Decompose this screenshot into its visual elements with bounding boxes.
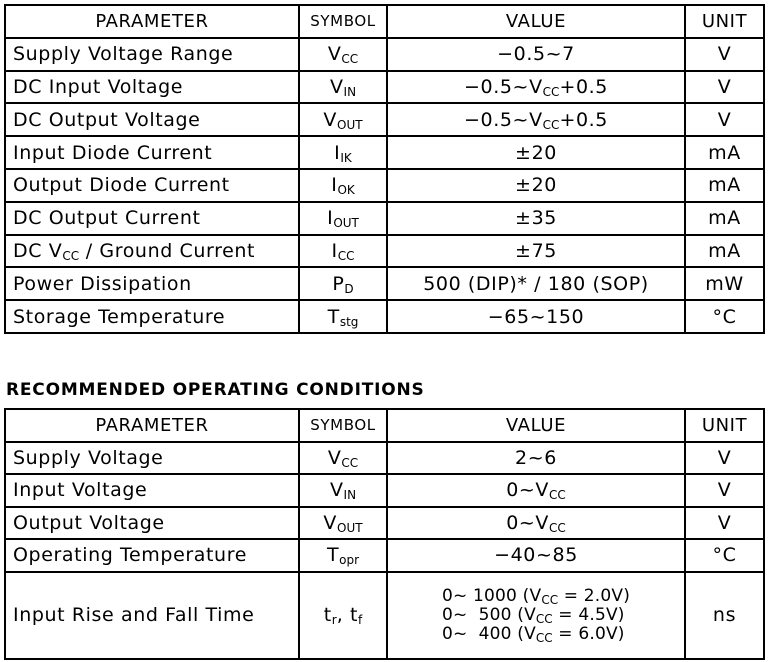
parameter-post: / Ground Current bbox=[79, 239, 256, 262]
symbol-subscript: OK bbox=[337, 183, 355, 198]
parameter-cell: Operating Temperature bbox=[5, 539, 299, 572]
symbol-main: V bbox=[327, 446, 342, 469]
value-pre: 0~ 1000 (V bbox=[441, 585, 542, 606]
parameter-cell: Storage Temperature bbox=[5, 300, 299, 333]
header-symbol: SYMBOL bbox=[299, 5, 387, 38]
symbol-cell bbox=[299, 474, 387, 507]
unit-cell: V bbox=[685, 507, 764, 540]
parameter-subscript: CC bbox=[62, 248, 80, 263]
value-post: = 6.0V) bbox=[552, 623, 625, 644]
header-unit: UNIT bbox=[685, 5, 764, 38]
table-row bbox=[5, 572, 764, 659]
symbol-main: T bbox=[327, 305, 340, 328]
value-cell: 2~6 bbox=[387, 442, 685, 475]
header-parameter: PARAMETER bbox=[5, 5, 299, 38]
value-cell: ±20 bbox=[387, 136, 685, 169]
symbol-subscript: stg bbox=[339, 314, 359, 329]
absolute-maximum-ratings-table bbox=[4, 4, 765, 334]
unit-cell: mA bbox=[685, 169, 764, 202]
parameter-cell bbox=[5, 235, 299, 268]
symbol-subscript: D bbox=[344, 281, 354, 296]
value-pre: −0.5~V bbox=[464, 75, 543, 98]
value-cell: −65~150 bbox=[387, 300, 685, 333]
header-parameter: PARAMETER bbox=[5, 409, 299, 442]
symbol-cell bbox=[299, 267, 387, 300]
value-cell: −40~85 bbox=[387, 539, 685, 572]
symbol-cell bbox=[299, 71, 387, 104]
unit-cell: ns bbox=[685, 572, 764, 659]
value-cell bbox=[387, 103, 685, 136]
symbol-main: V bbox=[323, 511, 338, 534]
symbol-a: t bbox=[323, 604, 332, 626]
symbol-subscript: CC bbox=[337, 248, 355, 263]
unit-cell: °C bbox=[685, 300, 764, 333]
symbol-b: t bbox=[349, 604, 359, 626]
value-cell bbox=[387, 474, 685, 507]
symbol-cell bbox=[299, 202, 387, 235]
symbol-separator: , bbox=[336, 604, 350, 626]
symbol-main: V bbox=[329, 75, 344, 98]
parameter-cell: DC Input Voltage bbox=[5, 71, 299, 104]
parameter-cell: Input Voltage bbox=[5, 474, 299, 507]
symbol-subscript: CC bbox=[341, 52, 359, 67]
section-heading: RECOMMENDED OPERATING CONDITIONS bbox=[6, 380, 425, 400]
value-cell: ±75 bbox=[387, 235, 685, 268]
symbol-a-subscript: r bbox=[331, 613, 337, 627]
parameter-pre: DC V bbox=[13, 239, 63, 262]
value-subscript: CC bbox=[542, 117, 560, 132]
value-cell bbox=[387, 71, 685, 104]
symbol-subscript: OUT bbox=[337, 117, 363, 132]
parameter-cell: Output Voltage bbox=[5, 507, 299, 540]
symbol-subscript: IN bbox=[343, 488, 357, 503]
unit-cell: V bbox=[685, 474, 764, 507]
value-line bbox=[442, 606, 630, 625]
symbol-main: I bbox=[331, 239, 338, 262]
value-line bbox=[442, 625, 630, 644]
value-post: = 4.5V) bbox=[552, 604, 625, 625]
value-cell: ±35 bbox=[387, 202, 685, 235]
value-cell: −0.5~7 bbox=[387, 38, 685, 71]
symbol-cell bbox=[299, 235, 387, 268]
parameter-cell: Output Diode Current bbox=[5, 169, 299, 202]
symbol-subscript: IK bbox=[340, 150, 352, 165]
parameter-cell: Power Dissipation bbox=[5, 267, 299, 300]
table-row bbox=[5, 136, 764, 169]
table-row bbox=[5, 300, 764, 333]
unit-cell: V bbox=[685, 442, 764, 475]
table-row bbox=[5, 442, 764, 475]
symbol-main: P bbox=[332, 272, 345, 295]
unit-cell: V bbox=[685, 38, 764, 71]
table-row bbox=[5, 539, 764, 572]
value-post: +0.5 bbox=[559, 108, 608, 131]
unit-cell: V bbox=[685, 103, 764, 136]
value-post: = 2.0V) bbox=[558, 585, 631, 606]
value-subscript: CC bbox=[535, 611, 553, 626]
symbol-subscript: opr bbox=[339, 553, 360, 568]
parameter-cell: DC Output Current bbox=[5, 202, 299, 235]
symbol-cell bbox=[299, 572, 387, 659]
unit-cell: mA bbox=[685, 136, 764, 169]
value-cell bbox=[387, 507, 685, 540]
table-row bbox=[5, 507, 764, 540]
parameter-cell: Input Diode Current bbox=[5, 136, 299, 169]
symbol-main: I bbox=[334, 141, 341, 164]
value-pre: 0~ 400 (V bbox=[441, 623, 536, 644]
value-lines bbox=[442, 587, 630, 644]
header-symbol: SYMBOL bbox=[299, 409, 387, 442]
symbol-cell bbox=[299, 38, 387, 71]
parameter-cell: DC Output Voltage bbox=[5, 103, 299, 136]
unit-cell: mW bbox=[685, 267, 764, 300]
value-subscript: CC bbox=[535, 630, 553, 645]
symbol-subscript: OUT bbox=[333, 216, 359, 231]
value-pre: 0~V bbox=[506, 479, 550, 502]
header-unit: UNIT bbox=[685, 409, 764, 442]
table-row bbox=[5, 38, 764, 71]
table-row bbox=[5, 202, 764, 235]
table-header-row bbox=[5, 5, 764, 38]
symbol-main: T bbox=[326, 544, 340, 567]
unit-cell: V bbox=[685, 71, 764, 104]
symbol-cell bbox=[299, 169, 387, 202]
value-subscript: CC bbox=[549, 488, 566, 503]
symbol-cell bbox=[299, 442, 387, 475]
parameter-cell: Input Rise and Fall Time bbox=[5, 572, 299, 659]
symbol-subscript: OUT bbox=[337, 520, 363, 535]
value-subscript: CC bbox=[542, 84, 560, 99]
parameter-cell: Supply Voltage Range bbox=[5, 38, 299, 71]
unit-cell: mA bbox=[685, 202, 764, 235]
unit-cell: mA bbox=[685, 235, 764, 268]
symbol-main: I bbox=[327, 207, 334, 230]
value-pre: 0~ 500 (V bbox=[441, 604, 536, 625]
table-row bbox=[5, 103, 764, 136]
table-row bbox=[5, 71, 764, 104]
table-row bbox=[5, 474, 764, 507]
table-row bbox=[5, 267, 764, 300]
symbol-main: V bbox=[323, 108, 338, 131]
symbol-cell bbox=[299, 300, 387, 333]
value-subscript: CC bbox=[549, 520, 566, 535]
value-pre: 0~V bbox=[506, 511, 550, 534]
value-cell: ±20 bbox=[387, 169, 685, 202]
recommended-operating-conditions-table bbox=[4, 408, 765, 660]
symbol-cell bbox=[299, 136, 387, 169]
symbol-main: I bbox=[331, 174, 338, 197]
symbol-subscript: CC bbox=[341, 455, 359, 470]
value-pre: −0.5~V bbox=[464, 108, 543, 131]
header-value: VALUE bbox=[387, 409, 685, 442]
table-header-row bbox=[5, 409, 764, 442]
symbol-main: V bbox=[327, 43, 342, 66]
symbol-subscript: IN bbox=[343, 84, 357, 99]
header-value: VALUE bbox=[387, 5, 685, 38]
unit-cell: °C bbox=[685, 539, 764, 572]
symbol-cell bbox=[299, 507, 387, 540]
symbol-b-subscript: f bbox=[358, 613, 363, 627]
table-row bbox=[5, 169, 764, 202]
parameter-cell: Supply Voltage bbox=[5, 442, 299, 475]
symbol-cell bbox=[299, 103, 387, 136]
value-cell: 500 (DIP)* / 180 (SOP) bbox=[387, 267, 685, 300]
table-row bbox=[5, 235, 764, 268]
value-cell bbox=[387, 572, 685, 659]
value-post: +0.5 bbox=[559, 75, 608, 98]
value-line bbox=[442, 587, 630, 606]
value-subscript: CC bbox=[541, 592, 559, 607]
symbol-main: V bbox=[329, 479, 344, 502]
symbol-cell bbox=[299, 539, 387, 572]
